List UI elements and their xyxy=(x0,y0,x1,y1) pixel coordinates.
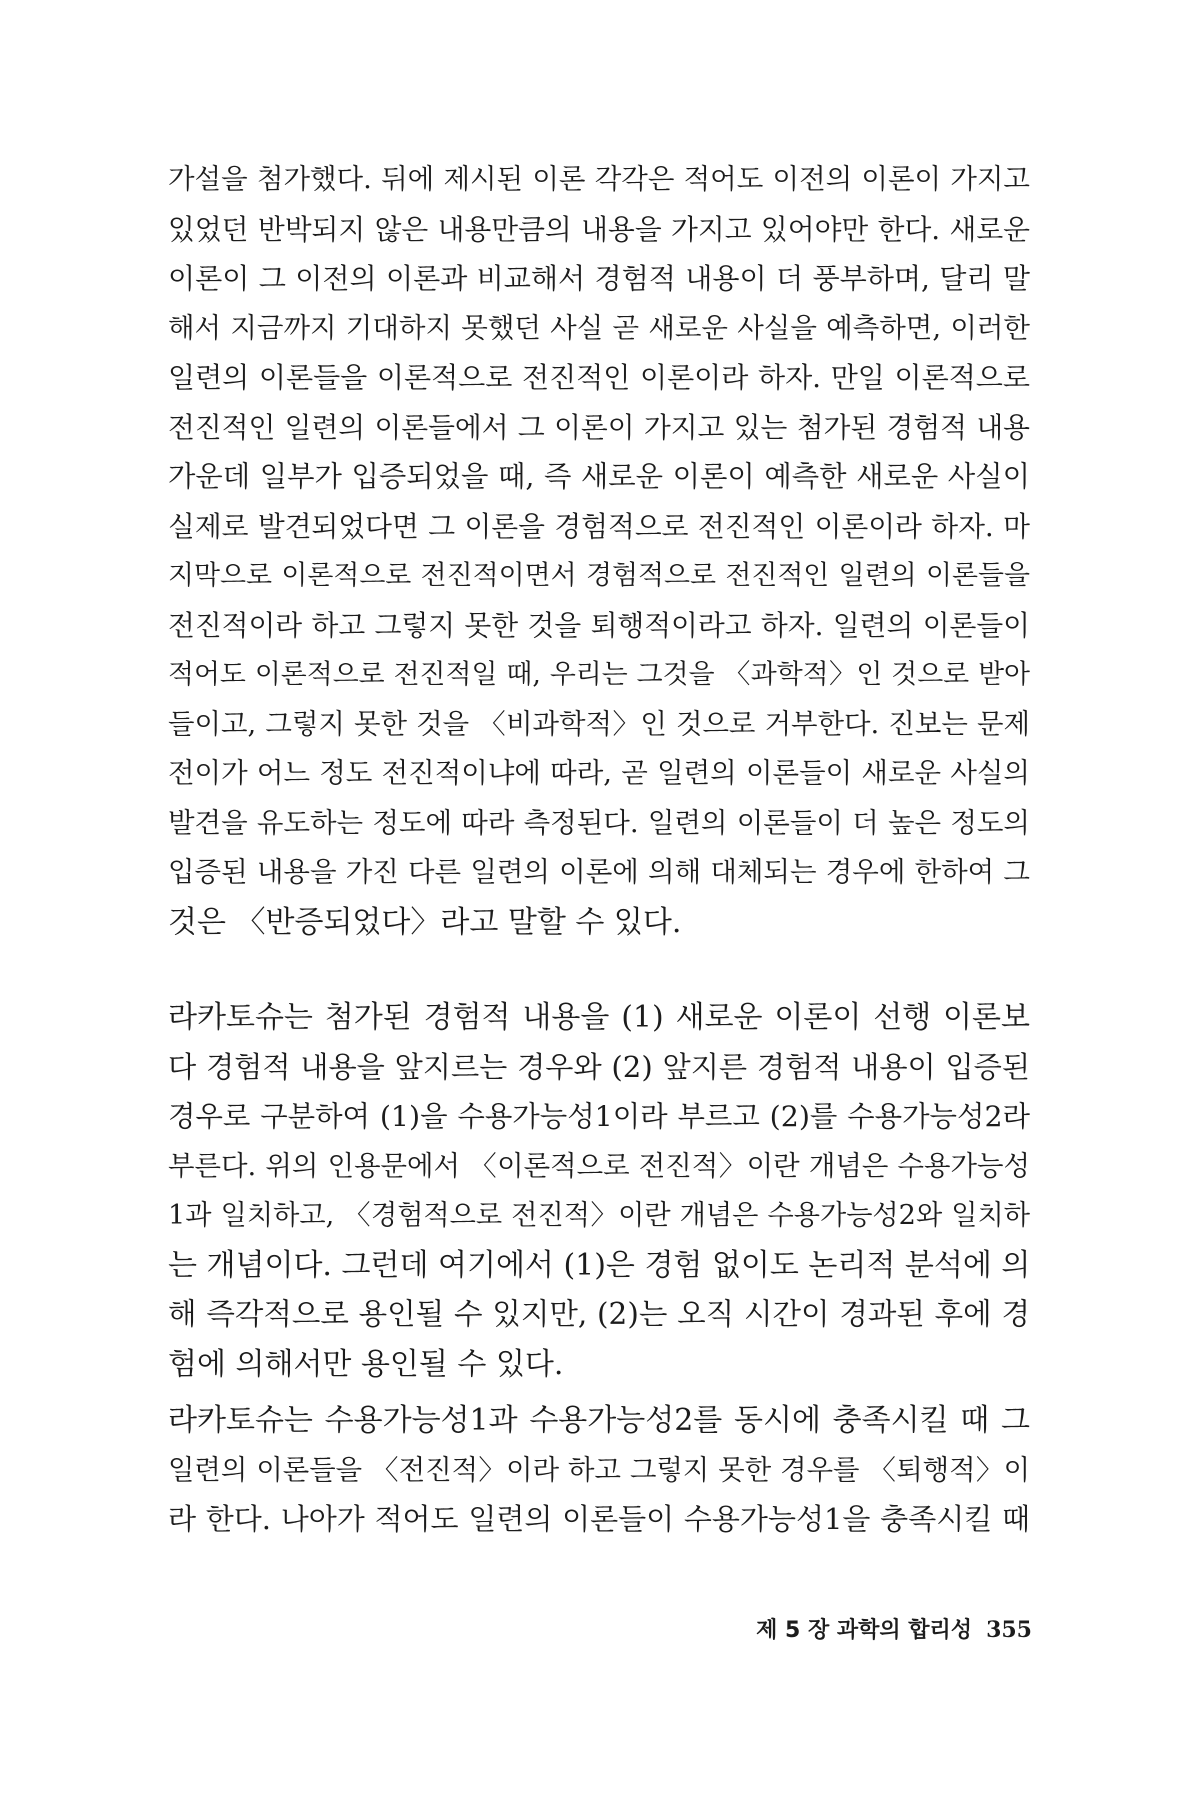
body-paragraph xyxy=(168,1396,1030,1545)
quote-line: 전진적인 일련의 이론들에서 그 이론이 가지고 있는 첨가된 경험적 내용 xyxy=(168,410,1030,444)
quote-line: 입증된 내용을 가진 다른 일련의 이론에 의해 대체되는 경우에 한하여 그 xyxy=(168,856,1030,888)
paragraph-line: 해 즉각적으로 용인될 수 있지만, (2)는 오직 시간이 경과된 후에 경 xyxy=(168,1297,1030,1331)
running-footer-chapter: 제 5 장 과학의 합리성 xyxy=(756,1618,973,1643)
quote-line: 지막으로 이론적으로 전진적이면서 경험적으로 전진적인 일련의 이론들을 xyxy=(168,560,1030,591)
paragraph-line: 험에 의해서만 용인될 수 있다. xyxy=(168,1346,564,1382)
paragraph-line: 는 개념이다. 그런데 여기에서 (1)은 경험 없이도 논리적 분석에 의 xyxy=(168,1247,1031,1283)
quote-line: 적어도 이론적으로 전진적일 때, 우리는 그것을 〈과학적〉인 것으로 받아 xyxy=(168,659,1030,690)
body-paragraph xyxy=(168,993,1030,1389)
quote-line: 해서 지금까지 기대하지 못했던 사실 곧 새로운 사실을 예측하면, 이러한 xyxy=(168,311,1030,344)
paragraph-line: 부른다. 위의 인용문에서 〈이론적으로 전진적〉이란 개념은 수용가능성 xyxy=(168,1150,1030,1182)
page-footer xyxy=(756,1610,1032,1650)
quote-line: 일련의 이론들을 이론적으로 전진적인 이론이라 하자. 만일 이론적으로 xyxy=(168,361,1030,394)
paragraph-line: 일련의 이론들을 〈전진적〉이라 하고 그렇지 못한 경우를 〈퇴행적〉이 xyxy=(168,1454,1030,1486)
page-number: 355 xyxy=(986,1617,1032,1643)
quote-line: 가설을 첨가했다. 뒤에 제시된 이론 각각은 적어도 이전의 이론이 가지고 xyxy=(168,163,1030,195)
quote-line: 들이고, 그렇지 못한 것을 〈비과학적〉인 것으로 거부한다. 진보는 문제 xyxy=(168,708,1030,740)
quoted-passage xyxy=(168,155,1030,947)
paragraph-line: 1과 일치하고, 〈경험적으로 전진적〉이란 개념은 수용가능성2와 일치하 xyxy=(168,1200,1030,1231)
quote-line: 실제로 발견되었다면 그 이론을 경험적으로 전진적인 이론이라 하자. 마 xyxy=(168,509,1030,543)
paragraph-line: 경우로 구분하여 (1)을 수용가능성1이라 부르고 (2)를 수용가능성2라 xyxy=(168,1100,1030,1133)
paragraph-line: 라 한다. 나아가 적어도 일련의 이론들이 수용가능성1을 충족시킬 때 xyxy=(168,1502,1030,1536)
paragraph-line: 라카토슈는 첨가된 경험적 내용을 (1) 새로운 이론이 선행 이론보 xyxy=(168,1000,1030,1035)
quote-line: 있었던 반박되지 않은 내용만큼의 내용을 가지고 있어야만 한다. 새로운 xyxy=(168,212,1030,246)
quote-line: 전진적이라 하고 그렇지 못한 것을 퇴행적이라고 하자. 일련의 이론들이 xyxy=(168,608,1030,642)
paragraph-line: 다 경험적 내용을 앞지르는 경우와 (2) 앞지른 경험적 내용이 입증된 xyxy=(168,1049,1030,1084)
quote-line: 가운데 일부가 입증되었을 때, 즉 새로운 이론이 예측한 새로운 사실이 xyxy=(168,460,1030,493)
quote-line: 전이가 어느 정도 전진적이냐에 따라, 곧 일련의 이론들이 새로운 사실의 xyxy=(168,757,1030,789)
quote-line: 것은 〈반증되었다〉라고 말할 수 있다. xyxy=(168,904,682,940)
quote-line: 발견을 유도하는 정도에 따라 측정된다. 일련의 이론들이 더 높은 정도의 xyxy=(168,806,1030,839)
quote-line: 이론이 그 이전의 이론과 비교해서 경험적 내용이 더 풍부하며, 달리 말 xyxy=(168,262,1030,295)
paragraph-line: 라카토슈는 수용가능성1과 수용가능성2를 동시에 충족시킬 때 그 xyxy=(168,1403,1030,1438)
